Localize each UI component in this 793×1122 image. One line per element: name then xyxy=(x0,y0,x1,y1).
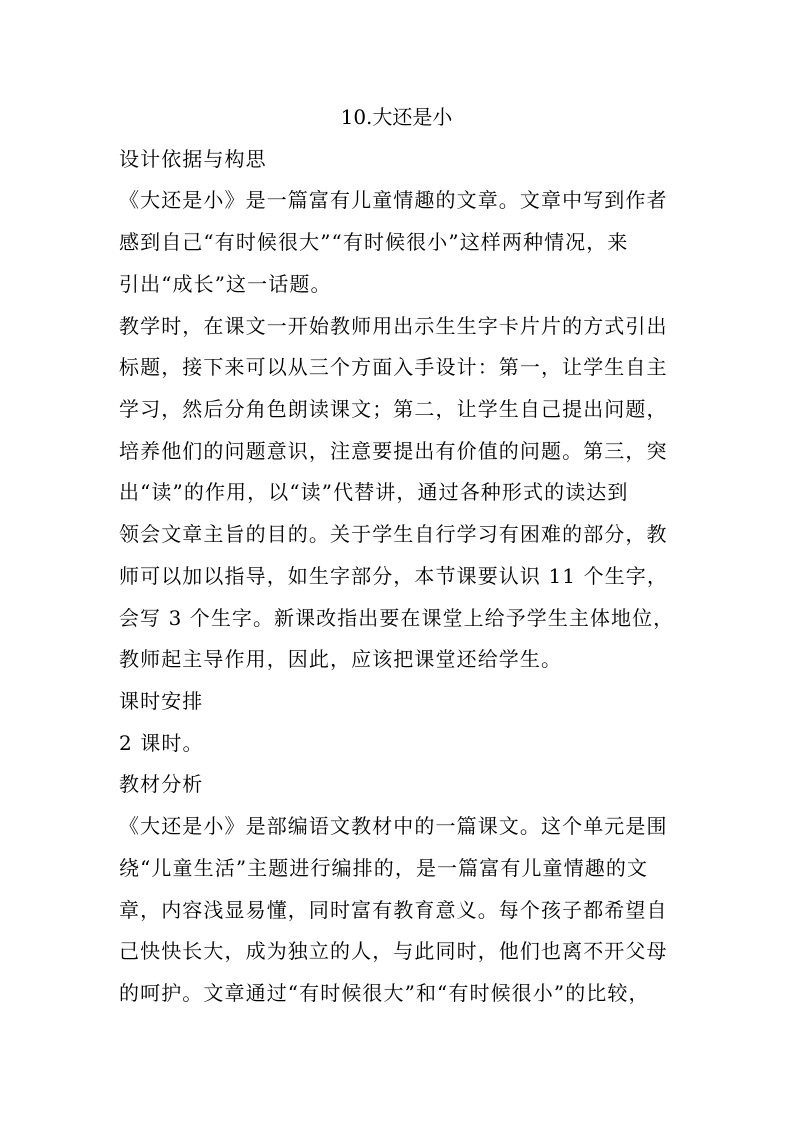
paragraph-line: 标题，接下来可以从三个方面入手设计：第一，让学生自主 xyxy=(119,355,668,379)
paragraph-line: 领会文章主旨的目的。关于学生自行学习有困难的部分，教 xyxy=(119,522,668,546)
paragraph-line: 2 课时。 xyxy=(119,731,204,755)
paragraph-line: 《大还是小》是一篇富有儿童情趣的文章。文章中写到作者 xyxy=(119,188,668,212)
paragraph-line: 培养他们的问题意识，注意要提出有价值的问题。第三，突 xyxy=(119,439,668,463)
paragraph-line: 感到自己“有时候很大”“有时候很小”这样两种情况，来 xyxy=(119,230,629,254)
paragraph-line: 教师起主导作用，因此，应该把课堂还给学生。 xyxy=(119,647,563,671)
paragraph-line: 《大还是小》是部编语文教材中的一篇课文。这个单元是围 xyxy=(119,814,668,838)
document-title: 10.大还是小 xyxy=(340,105,453,129)
paragraph-line: 师可以加以指导，如生字部分，本节课要认识 11 个生字， xyxy=(119,564,668,588)
paragraph-line: 学习，然后分角色朗读课文；第二，让学生自己提出问题， xyxy=(119,397,668,421)
paragraph-line: 会写 3 个生字。新课改指出要在课堂上给予学生主体地位， xyxy=(119,606,675,630)
paragraph-line: 引出“成长”这一话题。 xyxy=(119,272,332,296)
paragraph-line: 章，内容浅显易懂，同时富有教育意义。每个孩子都希望自 xyxy=(119,898,668,922)
section-heading-schedule: 课时安排 xyxy=(119,689,204,713)
section-heading-material-analysis: 教材分析 xyxy=(119,772,204,796)
paragraph-line: 的呵护。文章通过“有时候很大”和“有时候很小”的比较， xyxy=(119,981,650,1005)
paragraph-line: 出“读”的作用，以“读”代替讲，通过各种形式的读达到 xyxy=(119,480,629,504)
paragraph-line: 教学时，在课文一开始教师用出示生生字卡片片的方式引出 xyxy=(119,314,668,338)
paragraph-line: 己快快长大，成为独立的人，与此同时，他们也离不开父母 xyxy=(119,939,668,963)
section-heading-design-basis: 设计依据与构思 xyxy=(119,147,267,171)
paragraph-line: 绕“儿童生活”主题进行编排的，是一篇富有儿童情趣的文 xyxy=(119,856,649,880)
